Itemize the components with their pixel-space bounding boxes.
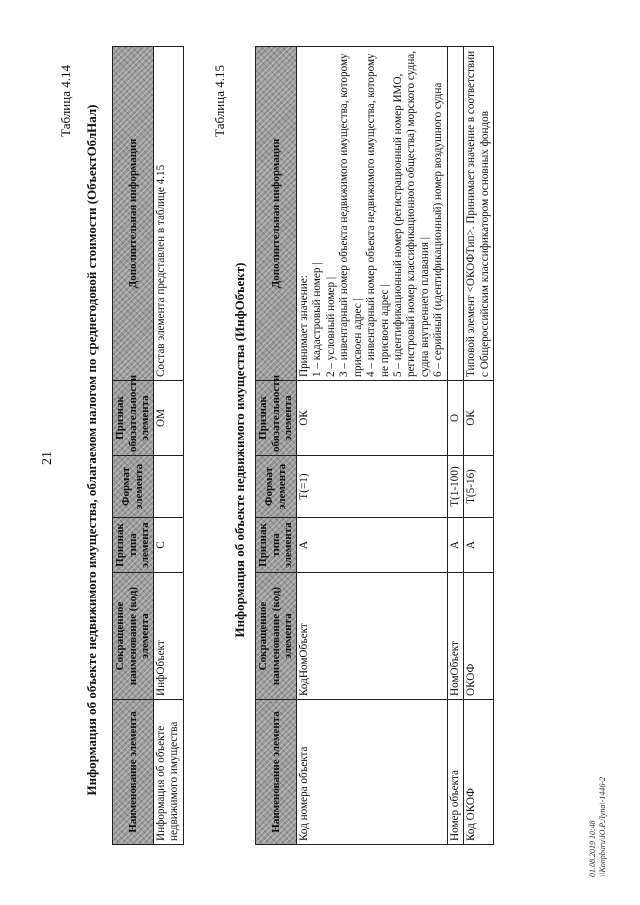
cell-format: Т(5-16): [464, 456, 494, 518]
cell-type: А: [296, 518, 447, 573]
footer-date: 01.08.2019 10:48: [588, 820, 597, 877]
cell-name: Код ОКОФ: [464, 700, 494, 845]
cell-required: ОК: [464, 381, 494, 456]
header-code: Сокращенное наименование (код) элемента: [113, 573, 154, 700]
header-format: Формат элемента: [256, 456, 297, 518]
cell-format: Т(=1): [296, 456, 447, 518]
cell-name: Информация об объекте недвижимого имущества: [153, 700, 183, 845]
header-required: Признак обязательности элемента: [256, 381, 297, 456]
cell-format: Т(1-100): [447, 456, 463, 518]
info-line: 1 – кадастровый номер |: [311, 262, 324, 377]
table-caption-4-14: Информация об объекте недвижимого имущества, облагаемом налогом по среднегодовой стоимости (ОбъектОблНал): [84, 104, 99, 796]
table-4-14: [112, 46, 184, 845]
table-4-15: [255, 46, 494, 845]
cell-type: А: [447, 518, 463, 573]
header-info: Дополнительная информация: [113, 47, 154, 381]
cell-code: ОКОФ: [464, 573, 494, 700]
cell-format: [153, 456, 183, 518]
cell-required: ОК: [296, 381, 447, 456]
table-caption-4-15: Информация об объекте недвижимого имущества (ИнфОбъект): [232, 262, 247, 638]
table-row-code-number: [296, 47, 447, 845]
info-line: 6 – серийный (идентификационный) номер воздушного судна: [432, 82, 445, 377]
table-label-4-14: Таблица 4.14: [58, 65, 73, 137]
footer-stamp: [588, 777, 608, 877]
table-label-4-15: Таблица 4.15: [212, 65, 227, 137]
page-number: 21: [40, 451, 55, 465]
cell-info: [447, 47, 463, 381]
cell-type: С: [153, 518, 183, 573]
header-code: Сокращенное наименование (код) элемента: [256, 573, 297, 700]
cell-name: Код номера объекта: [296, 700, 447, 845]
header-name: Наименование элемента: [113, 700, 154, 845]
info-line: 4 – инвентарный номер объекта недвижимого имущества, которому не присвоен адрес |: [365, 53, 391, 377]
cell-type: А: [464, 518, 494, 573]
info-line: 2 – условный номер |: [324, 276, 337, 377]
header-required: Признак обязательности элемента: [113, 381, 154, 456]
cell-required: ОМ: [153, 381, 183, 456]
info-line: 3 – инвентарный номер объекта недвижимого имущества, которому присвоен адрес |: [338, 53, 364, 377]
table-row-okof: [464, 47, 494, 845]
header-format: Формат элемента: [113, 456, 154, 518]
cell-required: О: [447, 381, 463, 456]
table-row: [153, 47, 183, 845]
cell-info: Состав элемента представлен в таблице 4.15: [153, 47, 183, 381]
table-header-row: [113, 47, 154, 845]
cell-info: [296, 47, 447, 381]
header-type: Признак типа элемента: [256, 518, 297, 573]
cell-name: Номер объекта: [447, 700, 463, 845]
table-row-object-number: [447, 47, 463, 845]
cell-info: Типовой элемент <ОКОФТип>. Принимает значение в соответствии с Общероссийским классификатором основных фондов: [464, 47, 494, 381]
info-line: Принимает значение:: [297, 275, 310, 377]
header-name: Наименование элемента: [256, 700, 297, 845]
table-header-row: [256, 47, 297, 845]
header-type: Признак типа элемента: [113, 518, 154, 573]
cell-code: НомОбъект: [447, 573, 463, 700]
footer-path: \\Konpburu\Ю.Р.Лупа\-1446-2: [598, 777, 607, 877]
info-line: 5 – идентификационный номер (регистрационный номер ИМО, регистровый номер классификационного общества) морского судна, судна внутреннего плавания |: [391, 50, 431, 377]
cell-code: ИнфОбъект: [153, 573, 183, 700]
cell-code: КодНомОбъект: [296, 573, 447, 700]
header-info: Дополнительная информация: [256, 47, 297, 381]
